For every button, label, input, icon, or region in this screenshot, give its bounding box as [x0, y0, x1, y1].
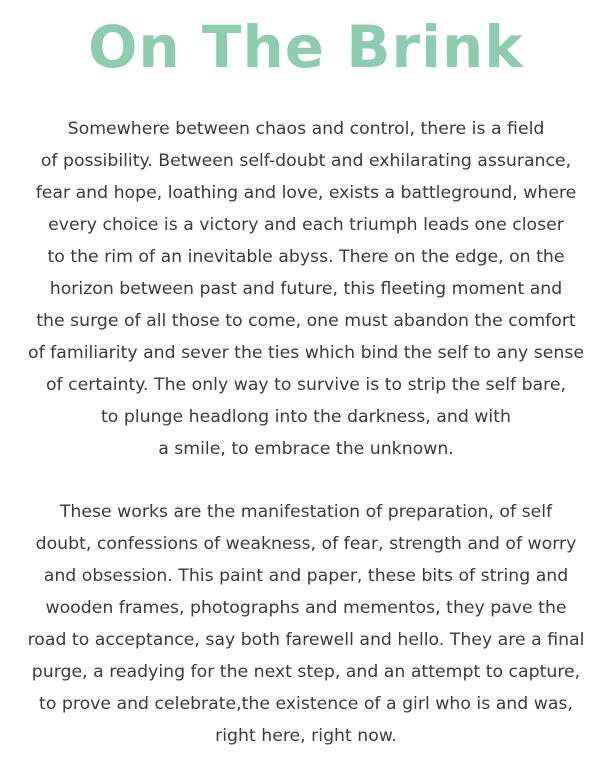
text-line: Somewhere between chaos and control, there is a field: [67, 119, 545, 139]
text-line: road to acceptance, say both farewell and hello. They are a final: [27, 630, 585, 650]
text-line: every choice is a victory and each triumph leads one closer: [48, 215, 564, 235]
text-line: doubt, confessions of weakness, of fear, strength and of worry: [35, 534, 577, 554]
text-line: horizon between past and future, this fleeting moment and: [49, 279, 563, 299]
text-line: of familiarity and sever the ties which bind the self to any sense: [28, 343, 584, 363]
text-line: of possibility. Between self-doubt and exhilarating assurance,: [40, 151, 572, 171]
text-line: fear and hope, loathing and love, exists a battleground, where: [35, 183, 577, 203]
text-line: of certainty. The only way to survive is to strip the self bare,: [45, 375, 566, 395]
text-line: to plunge headlong into the darkness, and with: [101, 407, 511, 427]
text-line: to prove and celebrate,the existence of a girl who is and was,: [39, 694, 573, 714]
paragraph-intro: [0, 113, 612, 465]
text-line: wooden frames, photographs and mementos, they pave the: [45, 598, 567, 618]
text-line: right here, right now.: [215, 726, 397, 746]
text-line: to the rim of an inevitable abyss. There on the edge, on the: [47, 247, 565, 267]
page-title: On The Brink: [88, 13, 524, 81]
text-line: a smile, to embrace the unknown.: [158, 439, 454, 459]
paragraph-works: [0, 496, 612, 752]
text-line: purge, a readying for the next step, and an attempt to capture,: [31, 662, 581, 682]
text-line: These works are the manifestation of preparation, of self: [59, 502, 553, 522]
text-line: the surge of all those to come, one must abandon the comfort: [36, 311, 576, 331]
text-line: and obsession. This paint and paper, these bits of string and: [43, 566, 569, 586]
